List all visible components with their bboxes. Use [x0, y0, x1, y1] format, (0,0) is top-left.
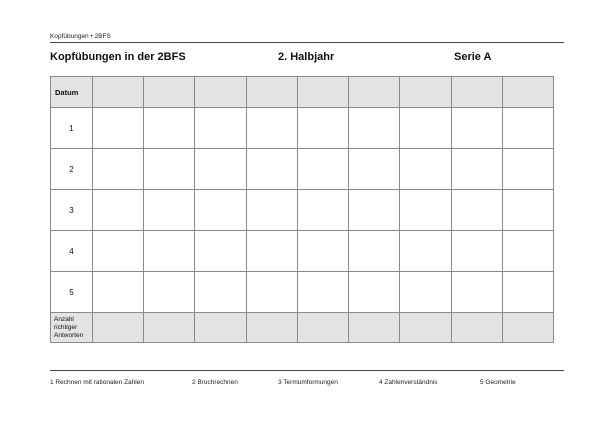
- answer-cell[interactable]: [502, 272, 553, 313]
- score-label-line: richtiger: [54, 323, 78, 331]
- exercise-number: 3: [51, 190, 93, 231]
- header-divider: [50, 42, 564, 43]
- date-header-row: [51, 77, 554, 108]
- answer-cell[interactable]: [297, 108, 348, 149]
- exercise-row: [51, 149, 554, 190]
- footer-divider: [50, 370, 564, 371]
- answer-cell[interactable]: [93, 231, 144, 272]
- date-label: Datum: [51, 77, 93, 108]
- answer-cell[interactable]: [195, 272, 246, 313]
- answer-cell[interactable]: [349, 190, 400, 231]
- exercise-row: [51, 272, 554, 313]
- answer-cell[interactable]: [144, 108, 195, 149]
- answer-cell[interactable]: [297, 272, 348, 313]
- topic-legend-item: 2 Bruchrechnen: [192, 379, 238, 386]
- score-cell[interactable]: [451, 313, 502, 343]
- score-cell[interactable]: [502, 313, 553, 343]
- answer-cell[interactable]: [93, 272, 144, 313]
- answer-cell[interactable]: [502, 108, 553, 149]
- date-cell[interactable]: [93, 77, 144, 108]
- answer-cell[interactable]: [195, 190, 246, 231]
- answer-cell[interactable]: [144, 190, 195, 231]
- answer-cell[interactable]: [451, 190, 502, 231]
- answer-cell[interactable]: [502, 149, 553, 190]
- series-label: Serie A: [454, 51, 492, 63]
- exercise-number: 2: [51, 149, 93, 190]
- exercise-row: [51, 231, 554, 272]
- answer-cell[interactable]: [400, 272, 451, 313]
- answer-cell[interactable]: [246, 190, 297, 231]
- answer-cell[interactable]: [349, 108, 400, 149]
- score-label: [51, 313, 93, 343]
- date-cell[interactable]: [246, 77, 297, 108]
- answer-cell[interactable]: [144, 149, 195, 190]
- answer-cell[interactable]: [349, 231, 400, 272]
- answer-cell[interactable]: [246, 149, 297, 190]
- answer-cell[interactable]: [195, 108, 246, 149]
- answer-cell[interactable]: [246, 272, 297, 313]
- answer-cell[interactable]: [93, 190, 144, 231]
- topic-legend-item: 1 Rechnen mit rationalen Zahlen: [50, 379, 144, 386]
- topic-legend-item: 3 Termumformungen: [278, 379, 338, 386]
- score-label-line: Anzahl: [54, 315, 74, 323]
- date-cell[interactable]: [144, 77, 195, 108]
- score-cell[interactable]: [349, 313, 400, 343]
- score-cell[interactable]: [297, 313, 348, 343]
- topic-legend-item: 4 Zahlenverständnis: [379, 379, 438, 386]
- running-header: Kopfübungen • 2BFS: [50, 33, 111, 40]
- answer-cell[interactable]: [451, 272, 502, 313]
- date-cell[interactable]: [400, 77, 451, 108]
- answer-cell[interactable]: [297, 149, 348, 190]
- score-cell[interactable]: [246, 313, 297, 343]
- exercise-table: [50, 76, 554, 343]
- answer-cell[interactable]: [502, 231, 553, 272]
- answer-cell[interactable]: [195, 149, 246, 190]
- score-cell[interactable]: [93, 313, 144, 343]
- date-cell[interactable]: [349, 77, 400, 108]
- answer-cell[interactable]: [349, 272, 400, 313]
- answer-cell[interactable]: [297, 231, 348, 272]
- exercise-row: [51, 190, 554, 231]
- date-cell[interactable]: [195, 77, 246, 108]
- answer-cell[interactable]: [451, 108, 502, 149]
- answer-cell[interactable]: [502, 190, 553, 231]
- score-label-line: Antworten: [54, 331, 84, 339]
- answer-cell[interactable]: [246, 231, 297, 272]
- date-cell[interactable]: [502, 77, 553, 108]
- answer-cell[interactable]: [144, 231, 195, 272]
- answer-cell[interactable]: [451, 149, 502, 190]
- exercise-number: 4: [51, 231, 93, 272]
- exercise-number: 1: [51, 108, 93, 149]
- date-cell[interactable]: [451, 77, 502, 108]
- score-cell[interactable]: [400, 313, 451, 343]
- exercise-number: 5: [51, 272, 93, 313]
- answer-cell[interactable]: [93, 108, 144, 149]
- answer-cell[interactable]: [93, 149, 144, 190]
- answer-cell[interactable]: [451, 231, 502, 272]
- answer-cell[interactable]: [297, 190, 348, 231]
- answer-cell[interactable]: [246, 108, 297, 149]
- score-cell[interactable]: [144, 313, 195, 343]
- answer-cell[interactable]: [400, 149, 451, 190]
- answer-cell[interactable]: [400, 231, 451, 272]
- exercise-row: [51, 108, 554, 149]
- semester-label: 2. Halbjahr: [278, 51, 335, 63]
- document-title: Kopfübungen in der 2BFS: [50, 51, 186, 63]
- answer-cell[interactable]: [195, 231, 246, 272]
- answer-cell[interactable]: [400, 108, 451, 149]
- score-cell[interactable]: [195, 313, 246, 343]
- topic-legend-item: 5 Geometrie: [480, 379, 516, 386]
- answer-cell[interactable]: [400, 190, 451, 231]
- score-row: [51, 313, 554, 343]
- answer-cell[interactable]: [349, 149, 400, 190]
- answer-cell[interactable]: [144, 272, 195, 313]
- date-cell[interactable]: [297, 77, 348, 108]
